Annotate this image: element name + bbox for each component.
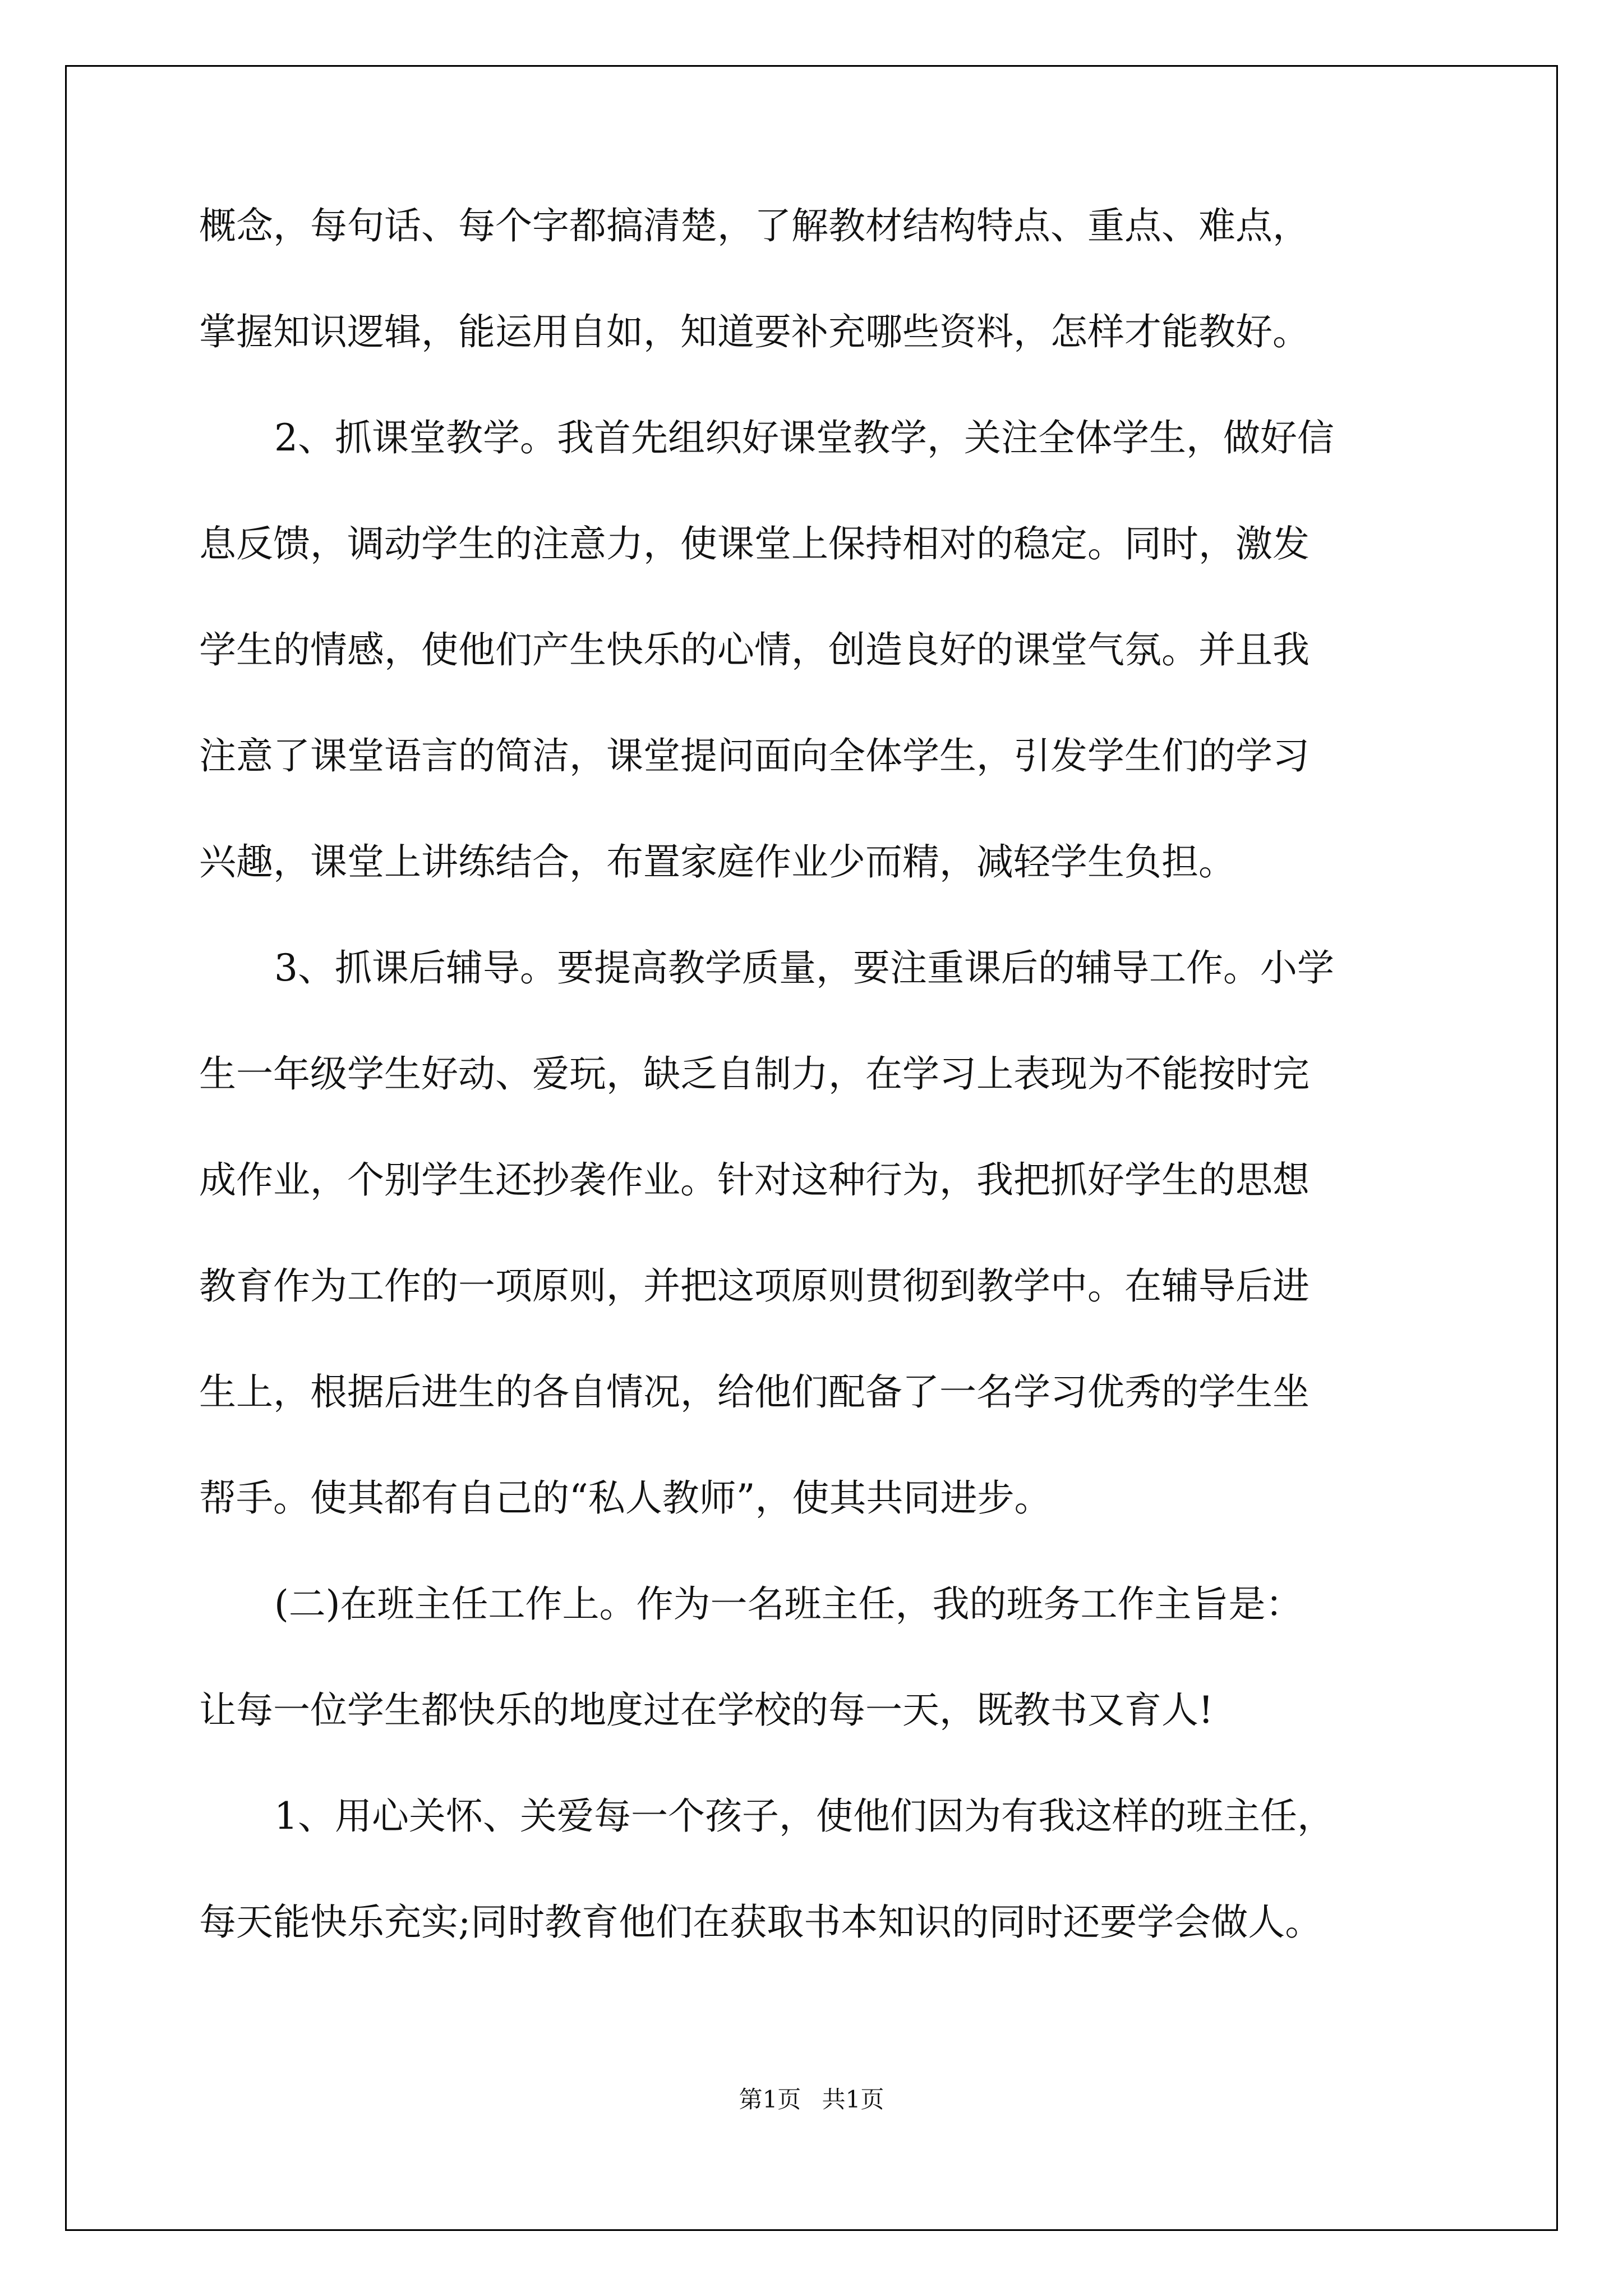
document-body xyxy=(199,204,1433,2010)
text-line: 生上，根据后进生的各自情况，给他们配备了一名学习优秀的学生坐 xyxy=(199,1370,1310,1414)
page-total: 共1页 xyxy=(822,2086,884,2113)
text-line: 让每一位学生都快乐的地度过在学校的每一天，既教书又育人! xyxy=(199,1688,1214,1732)
text-line: 教育作为工作的一项原则，并把这项原则贯彻到教学中。在辅导后进 xyxy=(199,1264,1310,1308)
text-line: 注意了课堂语言的简洁，课堂提问面向全体学生，引发学生们的学习 xyxy=(199,734,1310,777)
text-line: 息反馈，调动学生的注意力，使课堂上保持相对的稳定。同时，激发 xyxy=(199,522,1310,565)
page-number: 第1页 xyxy=(739,2086,801,2113)
text-line: 1、用心关怀、关爱每一个孩子，使他们因为有我这样的班主任， xyxy=(274,1795,1334,1838)
text-line: 学生的情感，使他们产生快乐的心情，创造良好的课堂气氛。并且我 xyxy=(199,628,1310,671)
text-line: 2、抓课堂教学。我首先组织好课堂教学，关注全体学生，做好信 xyxy=(274,416,1334,459)
text-line: 兴趣，课堂上讲练结合，布置家庭作业少而精，减轻学生负担。 xyxy=(199,840,1235,884)
text-line: 掌握知识逻辑，能运用自如，知道要补充哪些资料，怎样才能教好。 xyxy=(199,310,1310,353)
text-line: 成作业，个别学生还抄袭作业。针对这种行为，我把抓好学生的思想 xyxy=(199,1158,1310,1202)
text-line: 帮手。使其都有自己的“私人教师”，使其共同进步。 xyxy=(199,1476,1052,1520)
text-line: (二)在班主任工作上。作为一名班主任，我的班务工作主旨是： xyxy=(274,1582,1303,1626)
text-line: 生一年级学生好动、爱玩，缺乏自制力，在学习上表现为不能按时完 xyxy=(199,1052,1310,1096)
text-line: 3、抓课后辅导。要提高教学质量，要注重课后的辅导工作。小学 xyxy=(274,946,1334,990)
page-footer xyxy=(0,2088,1623,2111)
text-line: 概念，每句话、每个字都搞清楚，了解教材结构特点、重点、难点， xyxy=(199,204,1310,247)
text-line: 每天能快乐充实;同时教育他们在获取书本知识的同时还要学会做人。 xyxy=(199,1901,1322,1944)
